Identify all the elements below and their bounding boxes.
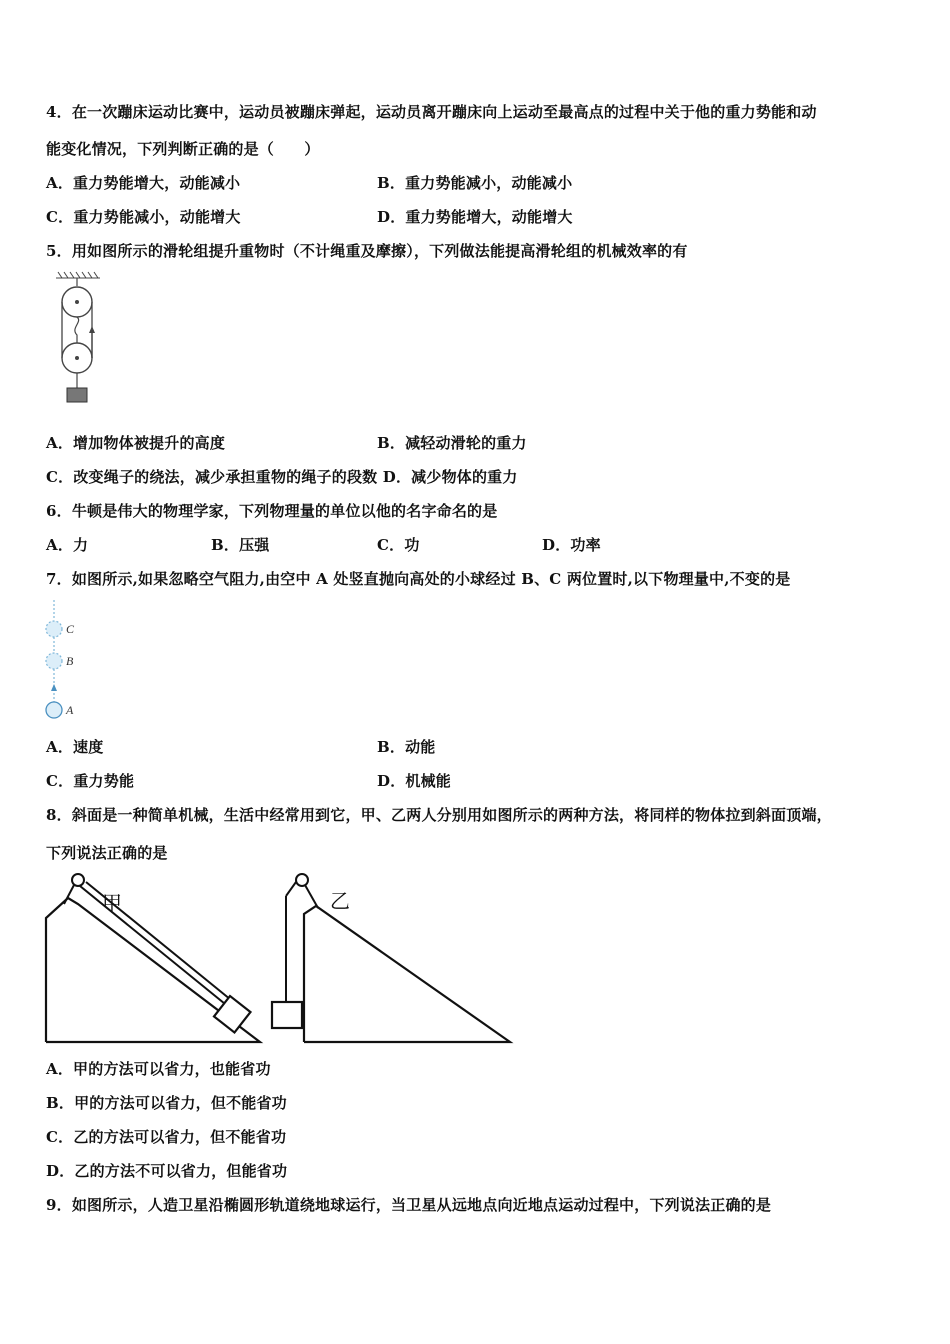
block-yi — [272, 1002, 302, 1028]
q8-stem-line1: 8．斜面是一种简单机械，生活中经常用到它，甲、乙两人分别用如图所示的两种方法，将同样的物体拉到斜面顶端， — [46, 806, 832, 824]
q6-option-b: B．压强 — [211, 536, 270, 554]
pulley-yi — [296, 874, 308, 886]
label-b: B — [66, 654, 74, 668]
q8-option-b: B．甲的方法可以省力，但不能省功 — [46, 1094, 287, 1112]
q6-option-a: A．力 — [46, 536, 89, 554]
ball-position-b — [46, 653, 62, 669]
label-a: A — [66, 703, 74, 717]
ball-trajectory-figure — [40, 598, 100, 724]
load-block — [67, 388, 87, 402]
ball-position-a — [46, 702, 62, 718]
q7-option-a: A．速度 — [46, 738, 104, 756]
label-jia: 甲 — [102, 891, 122, 915]
up-arrow-icon — [51, 684, 57, 691]
q4-option-a: A．重力势能增大，动能减小 — [46, 174, 241, 192]
q6-option-c: C．功 — [377, 536, 420, 554]
q5-option-c-d: C．改变绳子的绕法，减少承担重物的绳子的段数 D．减少物体的重力 — [46, 468, 518, 486]
q5-option-b: B．减轻动滑轮的重力 — [377, 434, 527, 452]
q8-option-a: A．甲的方法可以省力，也能省功 — [46, 1060, 271, 1078]
pulley-system-figure — [50, 270, 110, 410]
pull-arrow — [89, 326, 95, 333]
q5-option-a: A．增加物体被提升的高度 — [46, 434, 226, 452]
inclined-plane-figure — [40, 868, 520, 1048]
q4-option-d: D．重力势能增大，动能增大 — [377, 208, 573, 226]
q4-stem-line1: 4．在一次蹦床运动比赛中，运动员被蹦床弹起，运动员离开蹦床向上运动至最高点的过程中关于他的重力势能和动 — [46, 103, 817, 121]
ceiling-hatch — [56, 272, 100, 278]
ball-position-c — [46, 621, 62, 637]
q8-option-d: D．乙的方法不可以省力，但能省功 — [46, 1162, 288, 1180]
q6-stem: 6．牛顿是伟大的物理学家，下列物理量的单位以他的名字命名的是 — [46, 502, 498, 520]
pulley-jia — [72, 874, 84, 886]
ramp-yi — [304, 906, 510, 1042]
q8-stem-line2: 下列说法正确的是 — [46, 844, 168, 862]
q7-stem: 7．如图所示,如果忽略空气阻力,由空中 A 处竖直抛向高处的小球经过 B、C 两位置时,以下物理量中,不变的是 — [46, 570, 791, 588]
q4-option-c: C．重力势能减小，动能增大 — [46, 208, 241, 226]
block-jia — [214, 996, 250, 1032]
q7-option-d: D．机械能 — [377, 772, 452, 790]
label-yi: 乙 — [330, 889, 350, 913]
q7-option-c: C．重力势能 — [46, 772, 135, 790]
q7-option-b: B．动能 — [377, 738, 436, 756]
q4-option-b: B．重力势能减小，动能减小 — [377, 174, 573, 192]
label-c: C — [66, 622, 75, 636]
q5-stem: 5．用如图所示的滑轮组提升重物时（不计绳重及摩擦），下列做法能提高滑轮组的机械效率的有 — [46, 242, 688, 260]
q4-stem-line2: 能变化情况，下列判断正确的是（ ） — [46, 140, 320, 158]
q6-option-d: D．功率 — [542, 536, 601, 554]
q8-option-c: C．乙的方法可以省力，但不能省功 — [46, 1128, 287, 1146]
q9-stem: 9．如图所示，人造卫星沿椭圆形轨道绕地球运行，当卫星从远地点向近地点运动过程中，下列说法正确的是 — [46, 1196, 772, 1214]
